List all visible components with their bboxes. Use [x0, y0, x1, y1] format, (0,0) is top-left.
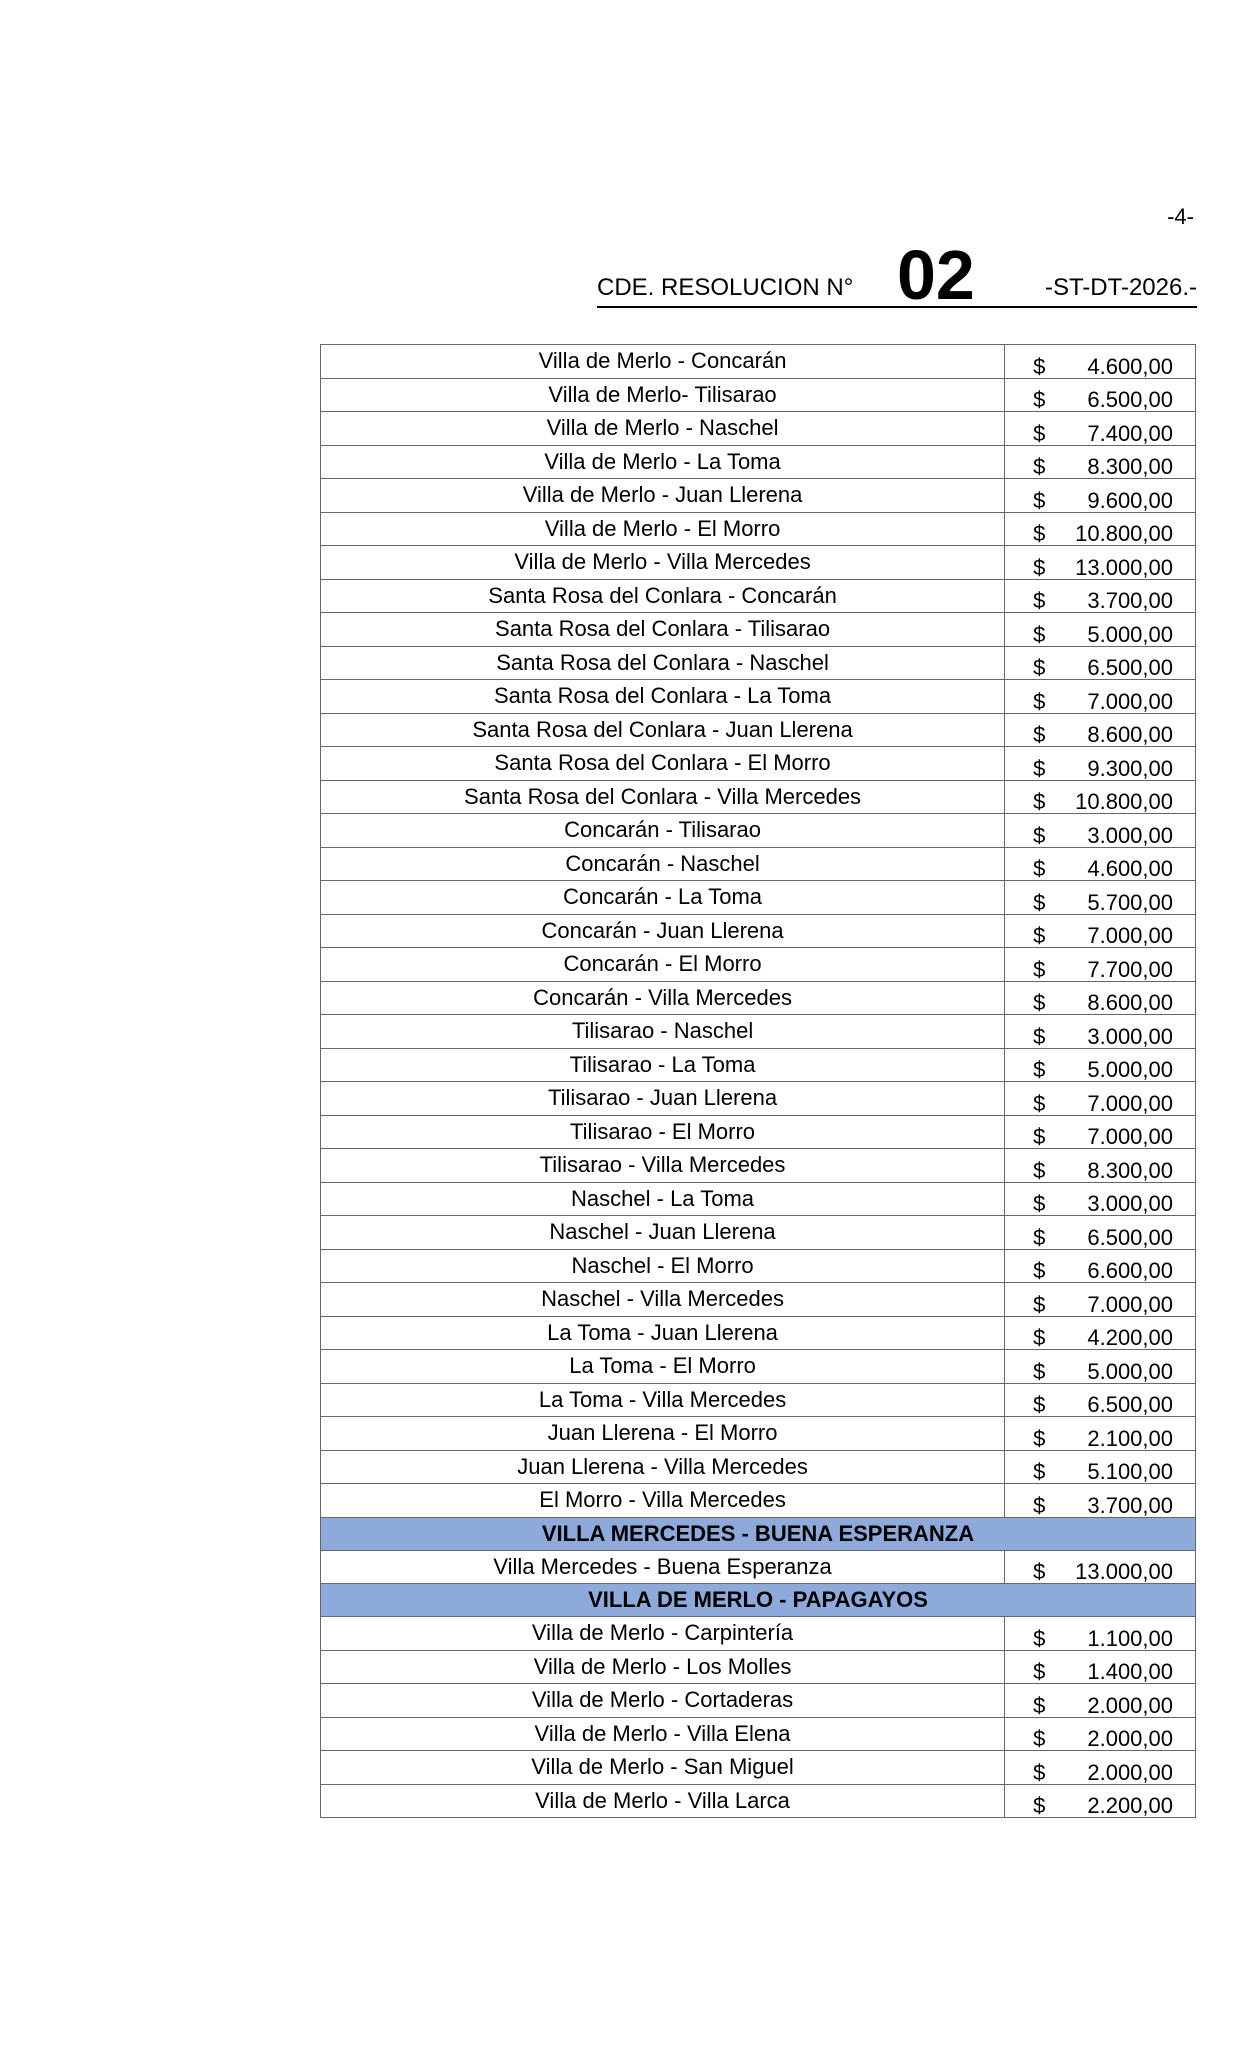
fare-row: [321, 981, 1196, 1015]
route-name: La Toma - El Morro: [321, 1350, 1005, 1384]
route-name: Santa Rosa del Conlara - La Toma: [321, 680, 1005, 714]
fare-price: [1005, 1193, 1195, 1215]
fare-amount: 3.000,00: [1087, 1191, 1173, 1216]
fare-price: [1005, 420, 1195, 446]
currency-symbol: $: [1033, 454, 1046, 479]
fare-amount: 6.500,00: [1087, 1392, 1173, 1417]
fare-price: [1005, 858, 1195, 880]
fare-amount: 8.600,00: [1087, 990, 1173, 1015]
route-name: Tilisarao - El Morro: [321, 1115, 1005, 1149]
route-name: Concarán - Villa Mercedes: [321, 981, 1005, 1015]
fare-row: [321, 1082, 1196, 1116]
fare-amount: 1.100,00: [1087, 1625, 1173, 1651]
fare-amount: 5.100,00: [1087, 1459, 1173, 1484]
fare-amount: 2.200,00: [1087, 1793, 1173, 1818]
fare-price: [1005, 1126, 1195, 1148]
fare-amount: 2.000,00: [1087, 1726, 1173, 1751]
route-name: Naschel - Villa Mercedes: [321, 1283, 1005, 1317]
currency-symbol: $: [1033, 554, 1046, 580]
currency-symbol: $: [1033, 688, 1046, 714]
currency-symbol: $: [1033, 1425, 1046, 1451]
route-name: Tilisarao - Juan Llerena: [321, 1082, 1005, 1116]
fare-amount: 6.500,00: [1087, 655, 1173, 680]
route-name: Villa de Merlo - Villa Mercedes: [321, 546, 1005, 580]
fare-amount: 9.600,00: [1087, 487, 1173, 513]
fare-price: [1005, 1327, 1195, 1349]
fare-price: [1005, 688, 1195, 714]
fare-cell: [1005, 613, 1196, 647]
route-name: Villa de Merlo - Concarán: [321, 345, 1005, 379]
fare-amount: 13.000,00: [1075, 1559, 1173, 1584]
fare-cell: [1005, 1751, 1196, 1785]
section-title: VILLA DE MERLO - PAPAGAYOS: [321, 1584, 1196, 1617]
route-name: Naschel - El Morro: [321, 1249, 1005, 1283]
currency-symbol: $: [1033, 1726, 1046, 1751]
route-name: Villa Mercedes - Buena Esperanza: [321, 1550, 1005, 1584]
fare-cell: [1005, 914, 1196, 948]
fare-amount: 8.300,00: [1087, 454, 1173, 479]
fare-row: [321, 1484, 1196, 1518]
fare-price: [1005, 389, 1195, 411]
fare-amount: 7.700,00: [1087, 956, 1173, 982]
fare-row: [321, 680, 1196, 714]
fare-row: [321, 1784, 1196, 1818]
fare-cell: [1005, 780, 1196, 814]
fare-cell: [1005, 345, 1196, 379]
fare-row: [321, 1015, 1196, 1049]
fare-cell: [1005, 1283, 1196, 1317]
fare-price: [1005, 1795, 1195, 1817]
route-name: Santa Rosa del Conlara - El Morro: [321, 747, 1005, 781]
fare-row: [321, 713, 1196, 747]
currency-symbol: $: [1033, 889, 1046, 915]
route-name: Concarán - Naschel: [321, 847, 1005, 881]
fare-amount: 6.500,00: [1087, 1224, 1173, 1250]
fare-price: [1005, 621, 1195, 647]
fare-row: [321, 1417, 1196, 1451]
fare-row: [321, 646, 1196, 680]
fare-price: [1005, 1023, 1195, 1049]
fare-price: [1005, 1224, 1195, 1250]
currency-symbol: $: [1033, 1090, 1046, 1116]
route-name: Villa de Merlo - Villa Larca: [321, 1784, 1005, 1818]
currency-symbol: $: [1033, 956, 1046, 982]
route-name: Tilisarao - Villa Mercedes: [321, 1149, 1005, 1183]
fare-cell: [1005, 881, 1196, 915]
section-header-row: [321, 1517, 1196, 1550]
fare-price: [1005, 889, 1195, 915]
fare-cell: [1005, 847, 1196, 881]
fare-price: [1005, 822, 1195, 848]
fare-amount: 2.000,00: [1087, 1759, 1173, 1785]
currency-symbol: $: [1033, 1625, 1046, 1651]
fare-price: [1005, 1425, 1195, 1451]
route-name: Tilisarao - Naschel: [321, 1015, 1005, 1049]
route-name: Santa Rosa del Conlara - Villa Mercedes: [321, 780, 1005, 814]
fare-cell: [1005, 981, 1196, 1015]
fare-price: [1005, 925, 1195, 947]
section-header-row: [321, 1584, 1196, 1617]
resolution-suffix: -ST-DT-2026.-: [1044, 274, 1197, 301]
fare-price: [1005, 523, 1195, 545]
fare-row: [321, 1182, 1196, 1216]
fare-amount: 6.500,00: [1087, 387, 1173, 412]
fare-cell: [1005, 1082, 1196, 1116]
fare-row: [321, 1048, 1196, 1082]
currency-symbol: $: [1033, 1157, 1046, 1183]
fare-cell: [1005, 1149, 1196, 1183]
page-number: -4-: [1167, 204, 1194, 229]
fare-cell: [1005, 445, 1196, 479]
fare-cell: [1005, 1717, 1196, 1751]
currency-symbol: $: [1033, 1023, 1046, 1049]
route-name: Naschel - La Toma: [321, 1182, 1005, 1216]
route-name: Santa Rosa del Conlara - Concarán: [321, 579, 1005, 613]
currency-symbol: $: [1033, 722, 1046, 747]
fare-cell: [1005, 1550, 1196, 1584]
fare-row: [321, 847, 1196, 881]
fare-row: [321, 914, 1196, 948]
fare-cell: [1005, 1417, 1196, 1451]
fare-cell: [1005, 1450, 1196, 1484]
fare-amount: 7.000,00: [1087, 1124, 1173, 1149]
fare-row: [321, 1617, 1196, 1651]
fare-row: [321, 479, 1196, 513]
fare-price: [1005, 1059, 1195, 1081]
fare-cell: [1005, 1650, 1196, 1684]
currency-symbol: $: [1033, 923, 1046, 948]
route-name: Juan Llerena - Villa Mercedes: [321, 1450, 1005, 1484]
fare-amount: 4.600,00: [1087, 353, 1173, 379]
currency-symbol: $: [1033, 822, 1046, 848]
fare-price: [1005, 554, 1195, 580]
currency-symbol: $: [1033, 1759, 1046, 1785]
currency-symbol: $: [1033, 1191, 1046, 1216]
currency-symbol: $: [1033, 1459, 1046, 1484]
currency-symbol: $: [1033, 621, 1046, 647]
route-name: El Morro - Villa Mercedes: [321, 1484, 1005, 1518]
fare-cell: [1005, 1383, 1196, 1417]
fare-amount: 7.000,00: [1087, 688, 1173, 714]
fare-cell: [1005, 1048, 1196, 1082]
fare-cell: [1005, 412, 1196, 446]
fare-amount: 7.000,00: [1087, 923, 1173, 948]
fare-amount: 8.300,00: [1087, 1157, 1173, 1183]
fare-amount: 8.600,00: [1087, 722, 1173, 747]
currency-symbol: $: [1033, 1358, 1046, 1384]
fare-cell: [1005, 1182, 1196, 1216]
fare-price: [1005, 353, 1195, 379]
route-name: Santa Rosa del Conlara - Naschel: [321, 646, 1005, 680]
fare-amount: 5.000,00: [1087, 1057, 1173, 1082]
currency-symbol: $: [1033, 487, 1046, 513]
fare-row: [321, 747, 1196, 781]
fare-row: [321, 412, 1196, 446]
fare-row: [321, 1249, 1196, 1283]
route-name: La Toma - Villa Mercedes: [321, 1383, 1005, 1417]
fare-cell: [1005, 1115, 1196, 1149]
fare-cell: [1005, 680, 1196, 714]
fare-amount: 3.700,00: [1087, 1492, 1173, 1518]
fare-price: [1005, 1090, 1195, 1116]
fare-price: [1005, 1759, 1195, 1785]
fare-amount: 4.600,00: [1087, 856, 1173, 881]
fare-price: [1005, 657, 1195, 679]
fare-price: [1005, 456, 1195, 478]
fare-amount: 6.600,00: [1087, 1258, 1173, 1283]
fare-price: [1005, 1394, 1195, 1416]
currency-symbol: $: [1033, 1392, 1046, 1417]
currency-symbol: $: [1033, 588, 1046, 613]
route-name: Juan Llerena - El Morro: [321, 1417, 1005, 1451]
fare-cell: [1005, 1249, 1196, 1283]
fare-cell: [1005, 1216, 1196, 1250]
fare-price: [1005, 1260, 1195, 1282]
route-name: Concarán - Tilisarao: [321, 814, 1005, 848]
fare-price: [1005, 1692, 1195, 1718]
fare-price: [1005, 1728, 1195, 1750]
fare-cell: [1005, 1350, 1196, 1384]
fare-amount: 2.000,00: [1087, 1692, 1173, 1718]
resolution-number: 02: [897, 236, 975, 314]
fare-cell: [1005, 512, 1196, 546]
fare-price: [1005, 956, 1195, 982]
fare-row: [321, 948, 1196, 982]
fare-row: [321, 814, 1196, 848]
route-name: Santa Rosa del Conlara - Juan Llerena: [321, 713, 1005, 747]
route-name: La Toma - Juan Llerena: [321, 1316, 1005, 1350]
fare-row: [321, 881, 1196, 915]
fare-row: [321, 613, 1196, 647]
fare-amount: 3.700,00: [1087, 588, 1173, 613]
fare-table: [320, 344, 1196, 1818]
fare-price: [1005, 791, 1195, 813]
currency-symbol: $: [1033, 521, 1046, 546]
fare-cell: [1005, 1684, 1196, 1718]
fare-cell: [1005, 1484, 1196, 1518]
fare-price: [1005, 1291, 1195, 1317]
route-name: Villa de Merlo - La Toma: [321, 445, 1005, 479]
currency-symbol: $: [1033, 655, 1046, 680]
fare-row: [321, 1717, 1196, 1751]
fare-amount: 9.300,00: [1087, 755, 1173, 781]
currency-symbol: $: [1033, 387, 1046, 412]
route-name: Villa de Merlo - Villa Elena: [321, 1717, 1005, 1751]
fare-cell: [1005, 646, 1196, 680]
fare-cell: [1005, 1316, 1196, 1350]
fare-row: [321, 1316, 1196, 1350]
fare-cell: [1005, 1617, 1196, 1651]
resolution-prefix: CDE. RESOLUCION N°: [597, 274, 854, 301]
currency-symbol: $: [1033, 353, 1046, 379]
fare-amount: 7.000,00: [1087, 1090, 1173, 1116]
currency-symbol: $: [1033, 1492, 1046, 1518]
currency-symbol: $: [1033, 1057, 1046, 1082]
fare-amount: 2.100,00: [1087, 1425, 1173, 1451]
currency-symbol: $: [1033, 420, 1046, 446]
fare-price: [1005, 1358, 1195, 1384]
route-name: Naschel - Juan Llerena: [321, 1216, 1005, 1250]
fare-amount: 10.800,00: [1075, 789, 1173, 814]
fare-row: [321, 1149, 1196, 1183]
route-name: Villa de Merlo - El Morro: [321, 512, 1005, 546]
fare-cell: [1005, 1015, 1196, 1049]
route-name: Villa de Merlo - Cortaderas: [321, 1684, 1005, 1718]
route-name: Concarán - El Morro: [321, 948, 1005, 982]
fare-row: [321, 579, 1196, 613]
currency-symbol: $: [1033, 1659, 1046, 1684]
fare-price: [1005, 1625, 1195, 1651]
fare-price: [1005, 1561, 1195, 1583]
fare-cell: [1005, 546, 1196, 580]
route-name: Santa Rosa del Conlara - Tilisarao: [321, 613, 1005, 647]
currency-symbol: $: [1033, 1559, 1046, 1584]
fare-row: [321, 780, 1196, 814]
fare-row: [321, 1550, 1196, 1584]
fare-cell: [1005, 948, 1196, 982]
fare-price: [1005, 724, 1195, 746]
fare-row: [321, 1684, 1196, 1718]
fare-amount: 3.000,00: [1087, 1023, 1173, 1049]
fare-amount: 5.000,00: [1087, 621, 1173, 647]
fare-amount: 3.000,00: [1087, 822, 1173, 848]
fare-price: [1005, 1461, 1195, 1483]
fare-amount: 1.400,00: [1087, 1659, 1173, 1684]
route-name: Villa de Merlo - Carpintería: [321, 1617, 1005, 1651]
fare-row: [321, 1115, 1196, 1149]
route-name: Villa de Merlo- Tilisarao: [321, 378, 1005, 412]
fare-amount: 10.800,00: [1075, 521, 1173, 546]
currency-symbol: $: [1033, 1692, 1046, 1718]
resolution-header: [597, 236, 1197, 314]
fare-row: [321, 1216, 1196, 1250]
fare-cell: [1005, 378, 1196, 412]
fare-amount: 5.000,00: [1087, 1358, 1173, 1384]
fare-cell: [1005, 713, 1196, 747]
fare-amount: 4.200,00: [1087, 1325, 1173, 1350]
route-name: Villa de Merlo - San Miguel: [321, 1751, 1005, 1785]
route-name: Villa de Merlo - Naschel: [321, 412, 1005, 446]
fare-row: [321, 1751, 1196, 1785]
fare-row: [321, 1650, 1196, 1684]
fare-price: [1005, 1157, 1195, 1183]
fare-row: [321, 1450, 1196, 1484]
currency-symbol: $: [1033, 1291, 1046, 1317]
currency-symbol: $: [1033, 1124, 1046, 1149]
fare-row: [321, 1350, 1196, 1384]
route-name: Villa de Merlo - Juan Llerena: [321, 479, 1005, 513]
fare-price: [1005, 1661, 1195, 1683]
fare-amount: 13.000,00: [1075, 554, 1173, 580]
currency-symbol: $: [1033, 990, 1046, 1015]
fare-row: [321, 378, 1196, 412]
fare-price: [1005, 1492, 1195, 1518]
currency-symbol: $: [1033, 789, 1046, 814]
fare-row: [321, 546, 1196, 580]
route-name: Concarán - Juan Llerena: [321, 914, 1005, 948]
route-name: Concarán - La Toma: [321, 881, 1005, 915]
route-name: Villa de Merlo - Los Molles: [321, 1650, 1005, 1684]
currency-symbol: $: [1033, 1258, 1046, 1283]
fare-cell: [1005, 479, 1196, 513]
fare-price: [1005, 590, 1195, 612]
fare-cell: [1005, 814, 1196, 848]
currency-symbol: $: [1033, 1325, 1046, 1350]
fare-cell: [1005, 1784, 1196, 1818]
fare-row: [321, 1383, 1196, 1417]
fare-price: [1005, 487, 1195, 513]
fare-price: [1005, 755, 1195, 781]
fare-row: [321, 445, 1196, 479]
currency-symbol: $: [1033, 755, 1046, 781]
currency-symbol: $: [1033, 1224, 1046, 1250]
fare-row: [321, 345, 1196, 379]
fare-row: [321, 1283, 1196, 1317]
currency-symbol: $: [1033, 856, 1046, 881]
fare-table-body: [321, 345, 1196, 1818]
currency-symbol: $: [1033, 1793, 1046, 1818]
fare-cell: [1005, 747, 1196, 781]
section-title: VILLA MERCEDES - BUENA ESPERANZA: [321, 1517, 1196, 1550]
fare-amount: 7.000,00: [1087, 1291, 1173, 1317]
route-name: Tilisarao - La Toma: [321, 1048, 1005, 1082]
fare-row: [321, 512, 1196, 546]
fare-price: [1005, 992, 1195, 1014]
fare-amount: 5.700,00: [1087, 889, 1173, 915]
fare-cell: [1005, 579, 1196, 613]
fare-amount: 7.400,00: [1087, 420, 1173, 446]
